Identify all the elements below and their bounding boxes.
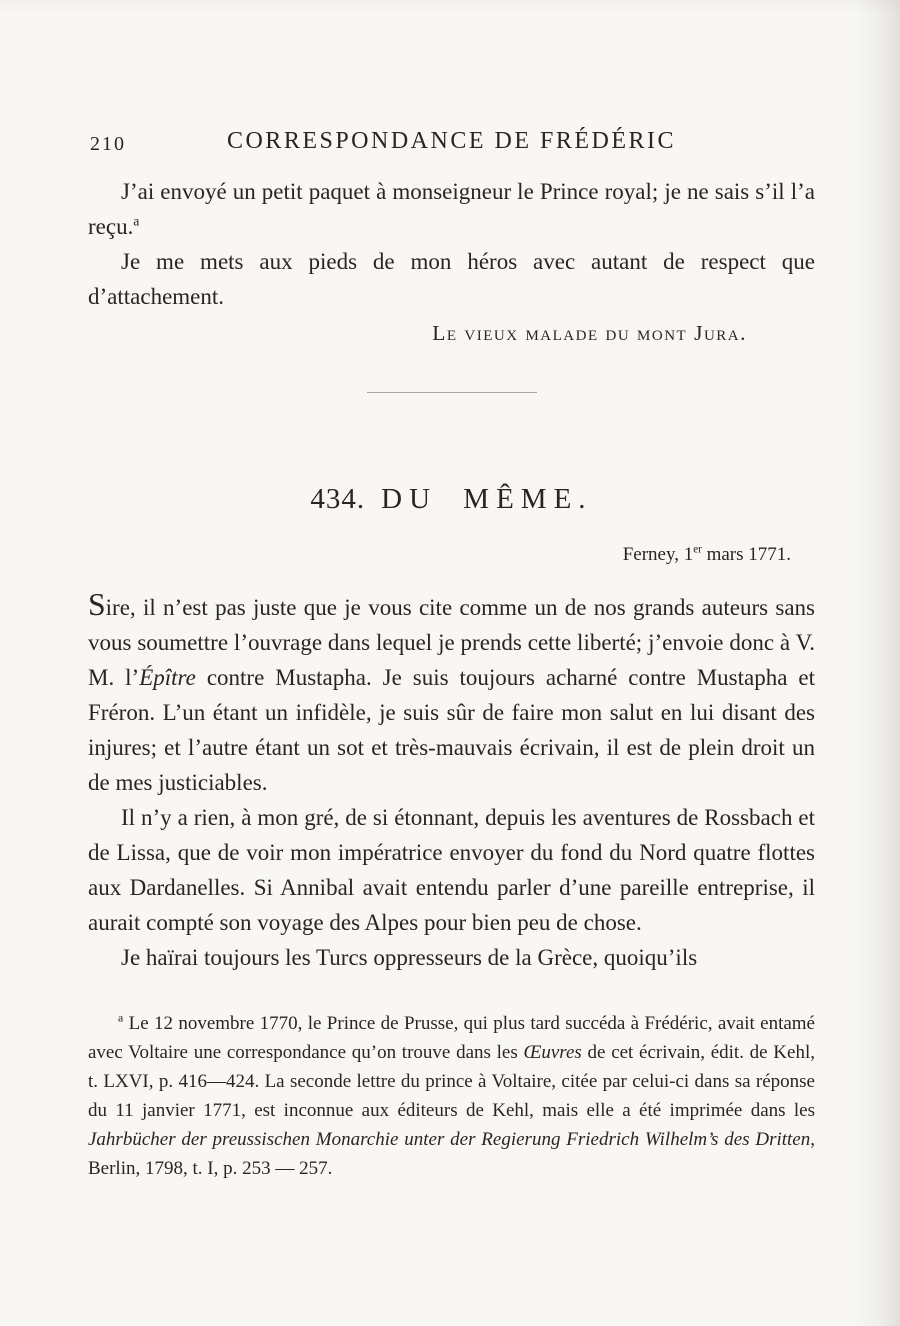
previous-letter-paragraph-2: Je me mets aux pieds de mon héros avec autant de respect que d’attachement. bbox=[88, 249, 815, 309]
letter-signature: Le vieux malade du mont Jura. bbox=[432, 321, 747, 345]
page-number: 210 bbox=[90, 133, 126, 155]
letter-paragraph-3: Je haïrai toujours les Turcs oppresseurs de la Grèce, quoiqu’ils bbox=[121, 945, 698, 970]
letter-heading bbox=[88, 483, 815, 516]
section-divider-rule bbox=[367, 392, 537, 393]
running-title: CORRESPONDANCE DE FRÉDÉRIC bbox=[226, 128, 677, 154]
letter-dateline: Ferney, 1er mars 1771. bbox=[622, 543, 791, 565]
footnote: $^a$ Le 12 novembre 1770, le Prince de Prusse, qui plus tard succéda à Frédéric, avait entamé avec Voltaire une correspondance qu’on trouve dans les Œuvres de cet écrivain, édit. de Kehl, t. LXVI, p. 416—424. La seconde lettre du prince à Voltaire, citée par celui-ci dans sa réponse du 11 janvier 1771, est inconnue aux éditeurs de Kehl, mais elle a été imprimée dans les Jahrbücher der preussischen Monarchie unter der Regierung Friedrich Wilhelm’s des Dritten, Berlin, 1798, t. I, p. 253 — 257. bbox=[88, 1011, 815, 1179]
previous-letter-paragraph-1: J’ai envoyé un petit paquet à monseigneur le Prince royal; je ne sais s’il l’a reçu.$^a$ bbox=[88, 179, 815, 239]
letter-paragraph-1: Sire, il n’est pas juste que je vous cite comme un de nos grands auteurs sans vous soumettre l’ouvrage dans lequel je prends cette liberté; j’envoie donc à V. M. l’Épître contre Mustapha. Je suis toujours acharné contre Mustapha et Fréron. L’un étant un infidèle, je suis sûr de faire mon salut en lui disant des injures; et l’autre étant un sot et très-mauvais écrivain, il est de plein droit un de mes justiciables. bbox=[88, 587, 815, 795]
letter-title: DU MÊME. bbox=[381, 483, 593, 515]
page-header bbox=[88, 128, 815, 158]
letter-paragraph-2: Il n’y a rien, à mon gré, de si étonnant, depuis les aventures de Rossbach et de Lissa, que de voir mon impératrice envoyer du fond du Nord quatre flottes aux Dardanelles. Si Annibal avait entendu parler d’une pareille entreprise, il aurait compté son voyage des Alpes pour bien peu de chose. bbox=[88, 805, 815, 935]
letter-number: 434. bbox=[310, 483, 366, 515]
